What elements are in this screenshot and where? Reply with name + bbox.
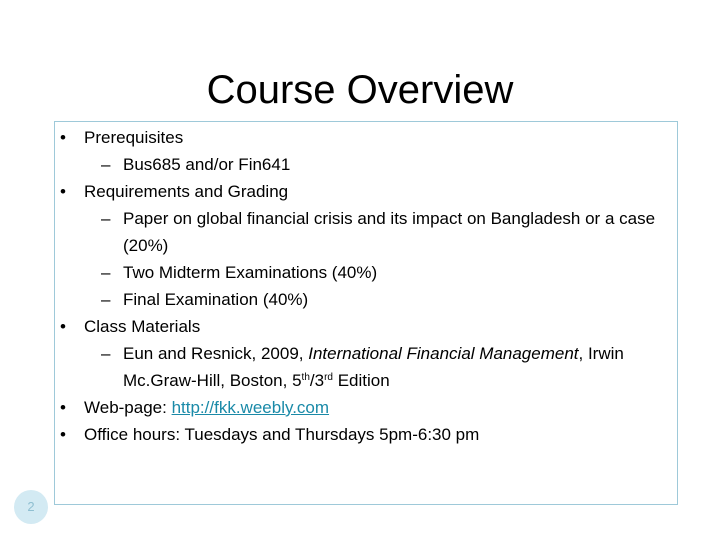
dash-icon: –	[101, 155, 111, 174]
list-item-class-materials	[55, 313, 675, 340]
bullet-icon: •	[60, 425, 66, 444]
list-item-office-hours	[55, 421, 675, 448]
page-number-badge: 2	[14, 490, 48, 524]
dash-icon: –	[101, 290, 111, 309]
list-item-web-page	[55, 394, 675, 421]
web-page-link[interactable]: http://fkk.weebly.com	[171, 398, 330, 417]
list-item-label: Office hours: Tuesdays and Thursdays 5pm-6:30 pm	[84, 425, 480, 444]
bullet-icon: •	[60, 398, 66, 417]
textbook-title: International Financial Management	[308, 344, 579, 363]
bullet-icon: •	[60, 182, 66, 201]
list-item-prerequisites	[55, 124, 675, 151]
sub-item-text: Bus685 and/or Fin641	[123, 155, 291, 174]
sub-item-text: Paper on global financial crisis and its impact on Bangladesh or a case (20%)	[123, 209, 656, 255]
edition-suffix: Edition	[332, 371, 390, 390]
sub-item	[55, 151, 675, 178]
sub-item-text: Final Examination (40%)	[123, 290, 309, 309]
edition-superscript: rd	[324, 372, 333, 383]
edition-separator: /3	[309, 371, 325, 390]
edition-superscript: th	[301, 372, 310, 383]
sub-item	[55, 286, 675, 313]
sub-item-textbook	[55, 340, 675, 394]
content-box	[54, 121, 678, 505]
bullet-icon: •	[60, 317, 66, 336]
sub-item	[55, 259, 675, 286]
list-item-requirements	[55, 178, 675, 205]
textbook-publisher: , Irwin Mc.Graw-Hill, Boston, 5	[123, 344, 624, 390]
list-item-label: Requirements and Grading	[84, 182, 289, 201]
sub-item-text: Two Midterm Examinations (40%)	[123, 263, 378, 282]
list-item-label: Class Materials	[84, 317, 201, 336]
bullet-list	[55, 124, 675, 448]
list-item-label: Prerequisites	[84, 128, 184, 147]
textbook-author: Eun and Resnick, 2009,	[123, 344, 309, 363]
slide-title: Course Overview	[206, 68, 514, 112]
list-item-label: Web-page:	[84, 398, 172, 417]
sub-item	[55, 205, 675, 259]
dash-icon: –	[101, 209, 111, 228]
dash-icon: –	[101, 344, 111, 363]
bullet-icon: •	[60, 128, 66, 147]
dash-icon: –	[101, 263, 111, 282]
